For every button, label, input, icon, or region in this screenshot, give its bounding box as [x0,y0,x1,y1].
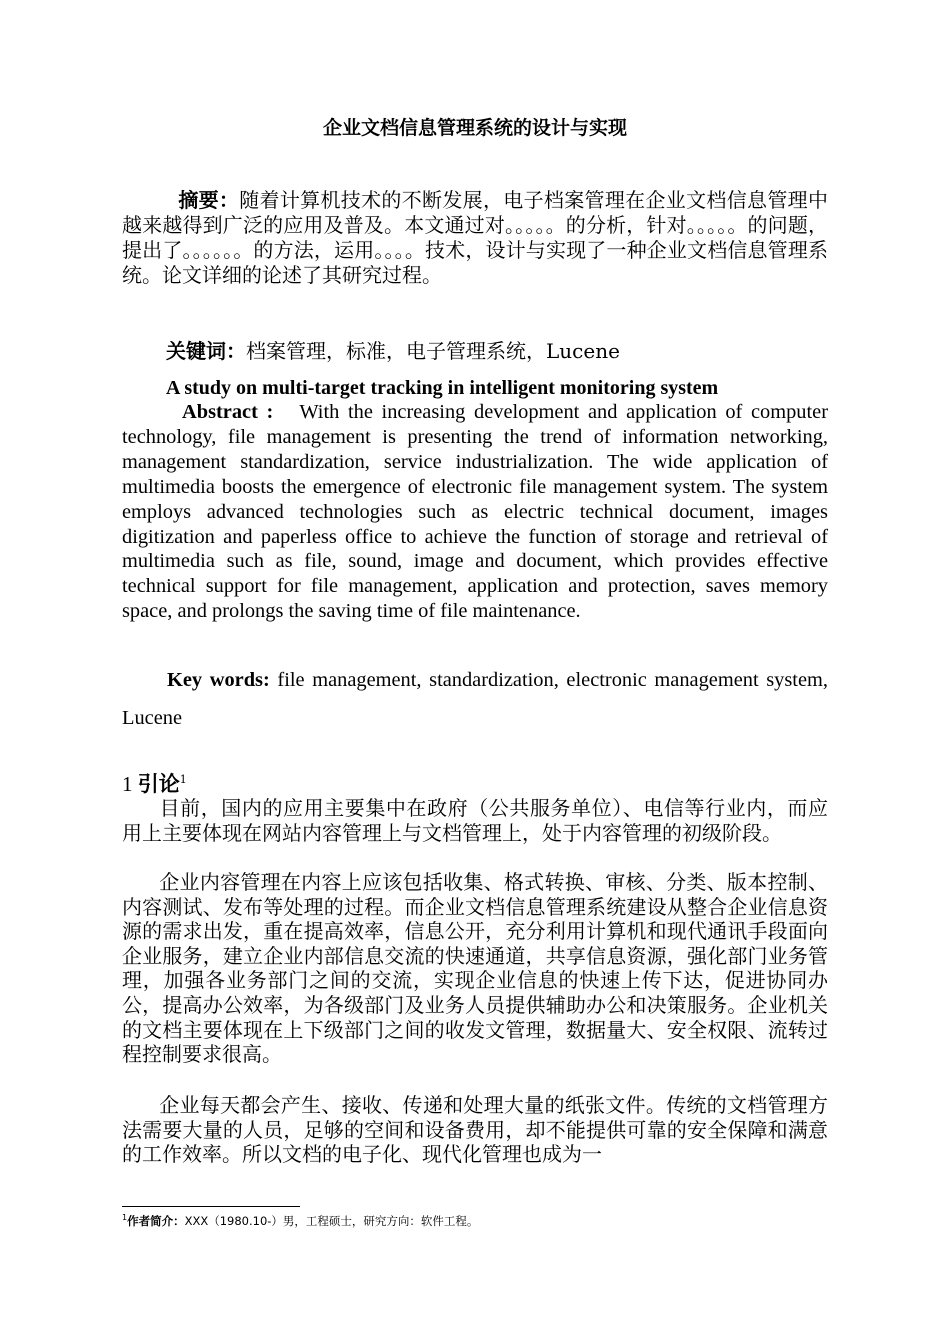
footnote-text: XXX（1980.10-）男，工程硕士，研究方向：软件工程。 [184,1214,479,1228]
footnote-reference[interactable]: 1 [179,773,187,786]
paragraph-text: 企业内容管理在内容上应该包括收集、格式转换、审核、分类、版本控制、内容测试、发布等处理的过程。而企业文档信息管理系统建设从整合企业信息资源的需求出发，重在提高效率，信息公开，充分利用计算机和现代通讯手段面向企业服务，建立企业内部信息交流的快速通道，共享信息资源，强化部门业务管理，加强各业务部门之间的交流，实现企业信息的快速上传下达，促进协同办公，提高办公效率，为各级部门及业务人员提供辅助办公和决策服务。企业机关的文档主要体现在上下级部门之间的收发文管理，数据量大、安全权限、流转过程控制要求很高。 [122,870,828,1067]
section-1-heading [122,770,187,798]
paragraph-text: 企业每天都会产生、接收、传递和处理大量的纸张文件。传统的文档管理方法需要大量的人员，足够的空间和设备费用，却不能提供可靠的安全保障和满意的工作效率。所以文档的电子化、现代化管理也成为一 [122,1093,828,1167]
footnote-marker: 1 [122,1213,128,1223]
english-abstract [122,400,828,624]
chinese-keywords-text: 档案管理，标准，电子管理系统，Lucene [246,339,620,363]
footnote-label: 作者简介： [127,1214,185,1228]
body-paragraph [122,796,828,845]
english-keywords-text: file management, standardization, electronic management system, Lucene [122,669,828,729]
english-title: A study on multi-target tracking in intelligent monitoring system [166,377,719,399]
body-paragraph [122,1093,828,1167]
chinese-keywords-label: 关键词： [166,339,246,363]
english-keywords [122,661,828,737]
footnote [122,1213,478,1229]
english-abstract-label: Abstract : [182,401,274,423]
footnote-separator [122,1206,300,1207]
section-1-title: 引论 [137,772,180,796]
english-keywords-label: Key words: [167,669,270,691]
chinese-abstract-label: 摘要： [178,188,240,212]
chinese-abstract [122,188,828,288]
chinese-abstract-text: 随着计算机技术的不断发展，电子档案管理在企业文档信息管理中越来越得到广泛的应用及普及。本文通过对。。。。。的分析，针对。。。。。的问题，提出了。。。。。。的方法，运用。。。。技术，设计与实现了一种企业文档信息管理系统。论文详细的论述了其研究过程。 [122,188,828,287]
chinese-keywords [166,338,836,364]
body-paragraph [122,870,828,1067]
section-1-number: 1 [122,772,138,796]
paper-title: 企业文档信息管理系统的设计与实现 [322,117,627,139]
paragraph-text: 目前，国内的应用主要集中在政府（公共服务单位）、电信等行业内，而应用上主要体现在网站内容管理上与文档管理上，处于内容管理的初级阶段。 [122,796,828,845]
english-abstract-text: With the increasing development and application of computer technology, file management is presenting the trend of information networking, management standardization, service industrialization. The wide application of multimedia boosts the emergence of electronic file management system. The system employs advanced technologies such as electric technical document, images digitization and paperless office to achieve the function of storage and retrieval of multimedia such as file, sound, image and document, which provides effective technical support for file management, application and protection, saves memory space, and prolongs the saving time of file maintenance. [122,401,829,623]
